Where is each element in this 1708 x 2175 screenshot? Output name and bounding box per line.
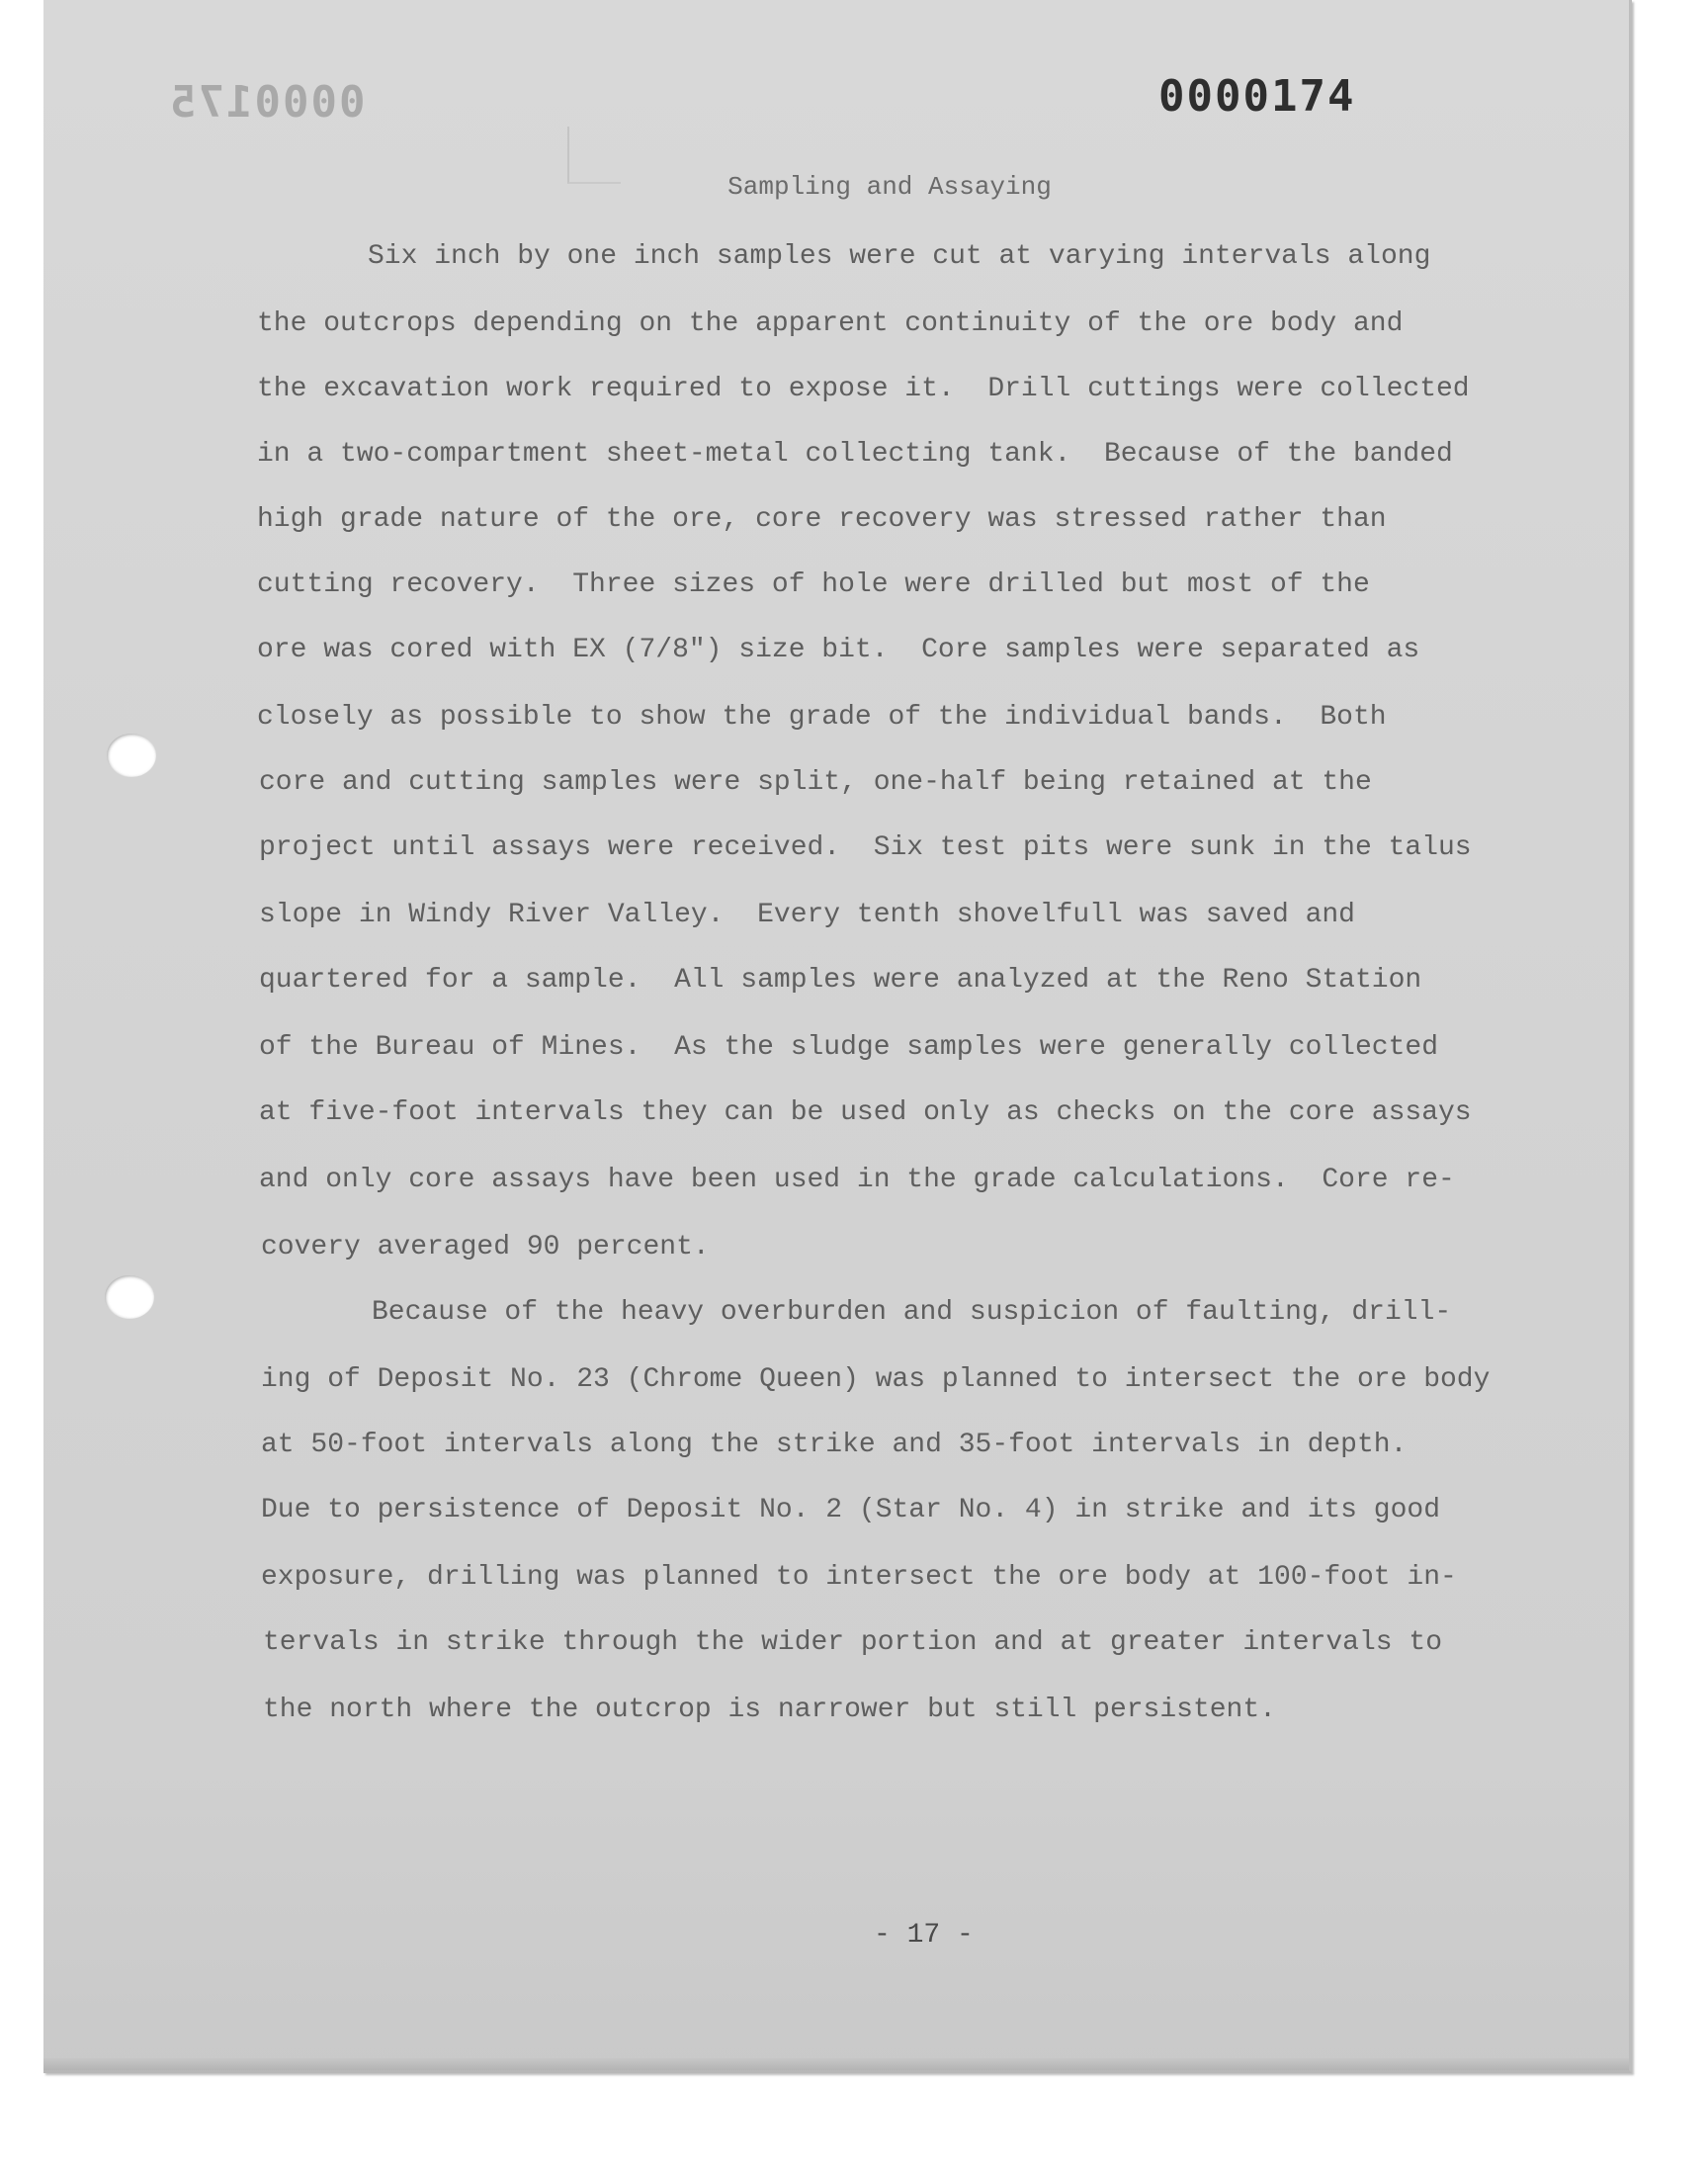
paragraph-1-line-6: cutting recovery. Three sizes of hole were drilled but most of the (257, 569, 1370, 600)
binder-hole-top (107, 734, 156, 777)
paragraph-1-line-10: project until assays were received. Six test pits were sunk in the talus (259, 832, 1472, 863)
binder-hole-bottom (105, 1275, 154, 1319)
paragraph-1-line-12: quartered for a sample. All samples were analyzed at the Reno Station (259, 965, 1422, 996)
paragraph-1-line-15: and only core assays have been used in the grade calculations. Core re- (259, 1165, 1455, 1195)
paragraph-2-line-7: the north where the outcrop is narrower but still persistent. (263, 1695, 1276, 1725)
paragraph-2-line-5: exposure, drilling was planned to intersect the ore body at 100-foot in- (261, 1562, 1457, 1593)
paragraph-1-line-1: Six inch by one inch samples were cut at varying intervals along (368, 241, 1431, 272)
document-stamp-number: 0000174 (1158, 71, 1356, 122)
paragraph-1-line-2: the outcrops depending on the apparent continuity of the ore body and (257, 308, 1404, 339)
paragraph-1-line-16: covery averaged 90 percent. (261, 1232, 710, 1262)
paragraph-2-line-1: Because of the heavy overburden and suspicion of faulting, drill- (372, 1297, 1452, 1328)
paragraph-1-line-11: slope in Windy River Valley. Every tenth shovelfull was saved and (259, 900, 1355, 930)
paragraph-1-line-13: of the Bureau of Mines. As the sludge samples were generally collected (259, 1032, 1438, 1063)
paragraph-2-line-4: Due to persistence of Deposit No. 2 (Star No. 4) in strike and its good (261, 1495, 1440, 1525)
section-title: Sampling and Assaying (727, 172, 1052, 202)
paragraph-2-line-6: tervals in strike through the wider portion and at greater intervals to (263, 1627, 1442, 1658)
paragraph-1-line-7: ore was cored with EX (7/8") size bit. Core samples were separated as (257, 635, 1420, 665)
page-bottom-edge (43, 2058, 1629, 2070)
paragraph-1-line-5: high grade nature of the ore, core recovery was stressed rather than (257, 504, 1387, 535)
paragraph-1-line-14: at five-foot intervals they can be used only as checks on the core assays (259, 1097, 1472, 1128)
paragraph-2-line-3: at 50-foot intervals along the strike and 35-foot intervals in depth. (261, 1430, 1408, 1460)
paragraph-1-line-3: the excavation work required to expose it. Drill cuttings were collected (257, 374, 1470, 404)
bleed-through-stamp-number: 0000175 (168, 77, 366, 128)
page-number: - 17 - (874, 1920, 974, 1951)
paragraph-2-line-2: ing of Deposit No. 23 (Chrome Queen) was planned to intersect the ore body (261, 1364, 1491, 1395)
paragraph-1-line-4: in a two-compartment sheet-metal collecting tank. Because of the banded (257, 439, 1453, 470)
paragraph-1-line-9: core and cutting samples were split, one-half being retained at the (259, 767, 1372, 798)
paragraph-1-line-8: closely as possible to show the grade of the individual bands. Both (257, 702, 1387, 733)
